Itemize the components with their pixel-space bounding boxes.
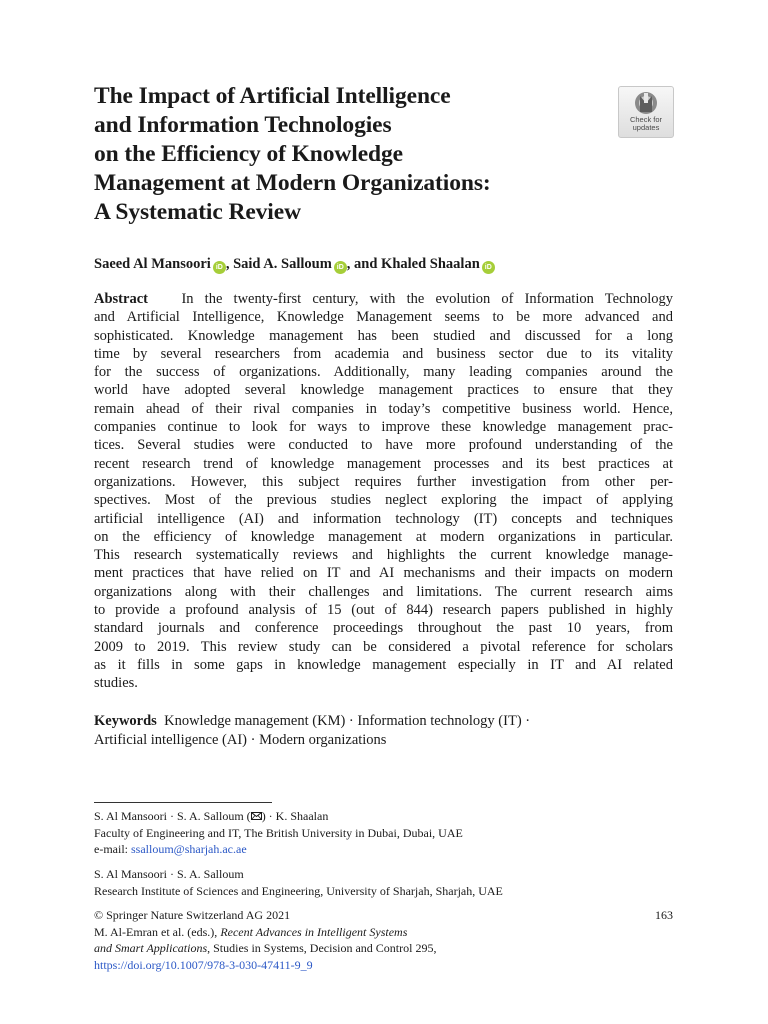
badge-label-1: Check for — [629, 115, 663, 124]
affiliation-block-1 — [94, 808, 673, 858]
check-for-updates-badge[interactable] — [618, 86, 674, 138]
page-number: 163 — [655, 908, 673, 922]
abstract-line: In the twenty-first century, with the evolution of Information Technology — [181, 291, 673, 307]
author-separator: , — [225, 256, 234, 272]
affiliation-names: S. Al Mansoori · S. A. Salloum — [94, 867, 244, 881]
book-title-cont: and Smart Applications — [94, 941, 208, 955]
title-line: Management at Modern Organizations: — [94, 170, 491, 196]
abstract-line: spectives. Most of the previous studies neglect exploring the impact of applying — [94, 492, 673, 509]
copyright-block — [94, 907, 673, 973]
abstract-line: sophisticated. Knowledge management has been studied and discussed for a long — [94, 327, 673, 344]
author-name: Khaled Shaalan — [381, 256, 480, 272]
abstract-line: studies. — [94, 675, 138, 692]
email-label: e-mail: — [94, 842, 131, 856]
paper-title — [94, 82, 594, 227]
check-for-updates-icon — [633, 91, 659, 115]
orcid-icon[interactable]: iD — [482, 261, 495, 274]
abstract-line: tices. Several studies were conducted to have more profound understanding of the — [94, 437, 673, 454]
envelope-icon — [251, 812, 262, 820]
orcid-icon[interactable]: iD — [334, 261, 347, 274]
abstract-line: organizations along with their challenges and limitations. The current research aims — [94, 583, 673, 600]
abstract-line: for the success of organizations. Additionally, many leading companies around the — [94, 364, 673, 381]
email-link[interactable]: ssalloum@sharjah.ac.ae — [130, 842, 247, 856]
affiliation-block-2 — [94, 866, 673, 899]
abstract-line: world have adopted several knowledge management practices to ensure that they — [94, 382, 673, 399]
badge-label-2: updates — [632, 123, 660, 132]
keywords-line: Artificial intelligence (AI) · Modern organizations — [94, 732, 387, 748]
keywords-line: Knowledge management (KM) · Information technology (IT) · — [164, 713, 531, 729]
abstract-line: artificial intelligence (AI) and information technology (IT) concepts and techniques — [94, 510, 673, 527]
footnote-divider — [94, 802, 272, 803]
abstract-line: standard journals and conference proceedings throughout the past 10 years, from — [94, 620, 673, 637]
keywords-label: Keywords — [94, 713, 157, 729]
abstract-section — [94, 290, 673, 693]
abstract-line: as it fills in some gaps in knowledge management especially in IT and AI related — [94, 656, 673, 673]
abstract-label: Abstract — [94, 291, 148, 307]
book-title: Recent Advances in Intelligent Systems — [220, 924, 408, 939]
title-line: The Impact of Artificial Intelligence — [94, 83, 451, 109]
copyright-line: © Springer Nature Switzerland AG 2021 — [94, 908, 291, 922]
title-line: and Information Technologies — [94, 112, 392, 138]
affiliation-names-cont: ) · K. Shaalan — [261, 809, 329, 823]
abstract-line: recent research trend of knowledge management processes and its best practices at — [94, 455, 673, 472]
abstract-line: time by several researchers from academia and business sector due to its vitality — [94, 345, 673, 362]
series-info: , Studies in Systems, Decision and Control 295, — [207, 941, 437, 955]
abstract-line: to provide a profound analysis of 15 (out of 844) research papers published in highly — [94, 602, 673, 619]
author-name: Said A. Salloum — [233, 256, 332, 272]
author-separator: , and — [346, 256, 382, 272]
keywords-section — [94, 712, 673, 750]
abstract-line: on the efficiency of knowledge management at modern organizations in particular. — [94, 528, 673, 545]
orcid-icon[interactable]: iD — [213, 261, 226, 274]
abstract-line: 2009 to 2019. This review study can be considered a pivotal reference for scholars — [94, 638, 673, 655]
author-name: Saeed Al Mansoori — [94, 256, 211, 272]
affiliation-org: Research Institute of Sciences and Engineering, University of Sharjah, Sharjah, UAE — [94, 883, 503, 898]
abstract-line: remain ahead of their rival companies in today’s competitive business world. Hence, — [94, 400, 673, 417]
affiliation-names: S. Al Mansoori · S. A. Salloum ( — [94, 809, 251, 823]
doi-link[interactable]: https://doi.org/10.1007/978-3-030-47411-9_9 — [94, 957, 313, 972]
abstract-line: ment practices that have relied on IT and AI mechanisms and their impacts on modern — [94, 565, 673, 582]
citation-editors: M. Al-Emran et al. (eds.), — [94, 924, 221, 939]
abstract-line: organizations. However, this subject requires further investigation from other per- — [94, 473, 673, 490]
abstract-line: companies continue to look for ways to improve these knowledge management prac- — [94, 419, 673, 436]
affiliation-org: Faculty of Engineering and IT, The British University in Dubai, Dubai, UAE — [94, 825, 463, 840]
author-list — [94, 255, 674, 274]
abstract-line: This research systematically reviews and highlights the current knowledge manage- — [94, 547, 673, 564]
title-line: A Systematic Review — [94, 199, 301, 225]
title-line: on the Efficiency of Knowledge — [94, 141, 403, 167]
abstract-line: and Artificial Intelligence, Knowledge Management seems to be more advanced and — [94, 309, 673, 326]
